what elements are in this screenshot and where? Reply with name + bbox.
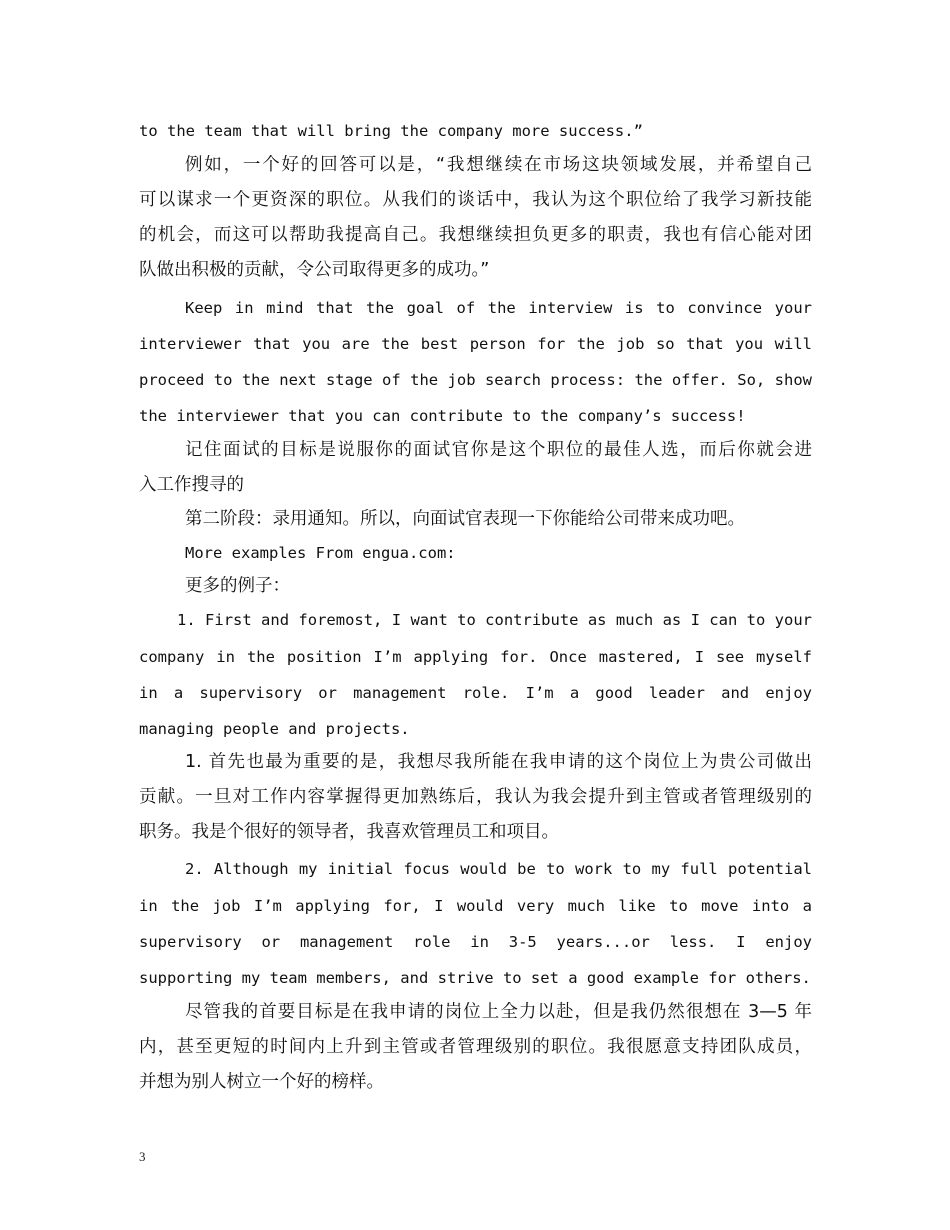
text-line: 尽管我的首要目标是在我申请的岗位上全力以赴，但是我仍然很想在 3—5 年 xyxy=(185,1002,812,1022)
text-line: 并想为别人树立一个好的榜样。 xyxy=(139,1072,384,1092)
text-line: 记住面试的目标是说服你的面试官你是这个职位的最佳人选，而后你就会进 xyxy=(185,440,812,460)
text-line: interviewer that you are the best person for the job so that you will xyxy=(139,335,812,353)
text-line: 例如，一个好的回答可以是，“我想继续在市场这块领域发展，并希望自己 xyxy=(185,155,812,175)
text-line: supervisory or management role in 3-5 years...or less. I enjoy xyxy=(139,933,812,951)
text-line: Keep in mind that the goal of the interview is to convince your xyxy=(185,299,812,317)
page-number: 3 xyxy=(139,1149,146,1164)
text-line: in the job I’m applying for, I would very much like to move into a xyxy=(139,897,812,915)
text-line: company in the position I’m applying for. Once mastered, I see myself xyxy=(139,648,812,666)
text-line: 的机会，而这可以帮助我提高自己。我想继续担负更多的职责，我也有信心能对团 xyxy=(139,225,812,245)
text-line: 队做出积极的贡献，令公司取得更多的成功。” xyxy=(139,260,490,280)
text-line: More examples From engua.com: xyxy=(185,544,456,562)
text-line: managing people and projects. xyxy=(139,720,410,738)
text-line: proceed to the next stage of the job search process: the offer. So, show xyxy=(139,371,812,389)
text-line: 1. 首先也最为重要的是，我想尽我所能在我申请的这个岗位上为贵公司做出 xyxy=(185,752,812,772)
text-line: 2. Although my initial focus would be to work to my full potential xyxy=(185,860,812,878)
text-line: 内，甚至更短的时间内上升到主管或者管理级别的职位。我很愿意支持团队成员， xyxy=(139,1037,812,1057)
text-line: 可以谋求一个更资深的职位。从我们的谈话中，我认为这个职位给了我学习新技能 xyxy=(139,190,812,210)
text-line: in a supervisory or management role. I’m a good leader and enjoy xyxy=(139,684,812,702)
text-line: 第二阶段：录用通知。所以，向面试官表现一下你能给公司带来成功吧。 xyxy=(185,509,745,529)
text-line: the interviewer that you can contribute to the company’s success! xyxy=(139,407,746,425)
text-line: to the team that will bring the company more success.” xyxy=(139,122,643,140)
text-line: 更多的例子： xyxy=(185,576,290,596)
text-line: supporting my team members, and strive to set a good example for others. xyxy=(139,969,811,987)
text-line: 职务。我是个很好的领导者，我喜欢管理员工和项目。 xyxy=(139,822,559,842)
text-line: 贡献。一旦对工作内容掌握得更加熟练后，我认为我会提升到主管或者管理级别的 xyxy=(139,787,812,807)
text-line: 1. First and foremost, I want to contribute as much as I can to your xyxy=(177,611,812,629)
text-line: 入工作搜寻的 xyxy=(139,475,244,495)
